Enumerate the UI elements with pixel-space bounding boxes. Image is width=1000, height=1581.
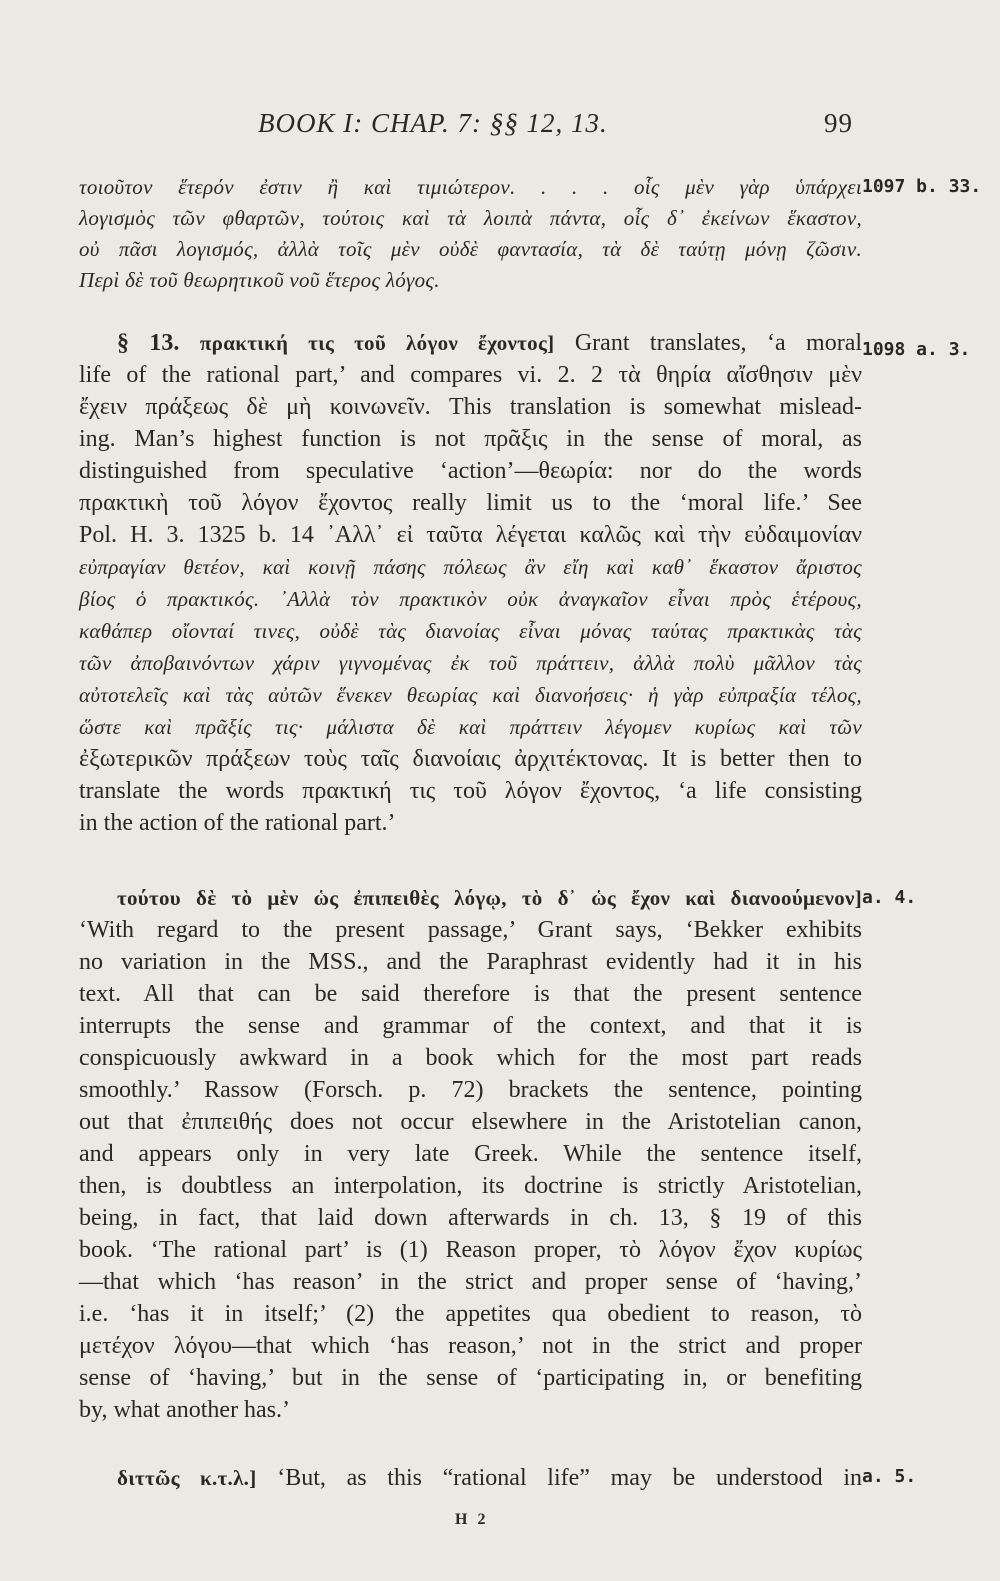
text-line: πρακτικὴ τοῦ λόγον ἔχοντος really limit us to the ‘moral life.’ See: [79, 490, 862, 516]
note-first-line: [79, 882, 862, 914]
text-line: sense of ‘having,’ but in the sense of ‘participating in, or benefiting: [79, 1365, 862, 1391]
text-line: —that which ‘has reason’ in the strict and proper sense of ‘having,’: [79, 1269, 862, 1295]
text-run: Grant translates, ‘a moral: [574, 330, 863, 356]
text-line: no variation in the MSS., and the Paraphrast evidently had it in his: [79, 949, 862, 975]
text-line: Περὶ δὲ τοῦ θεωρητικοῦ νοῦ ἕτερος λόγος.: [79, 268, 440, 292]
header-title: BOOK I: CHAP. 7: §§ 12, 13.: [258, 108, 608, 138]
text-line: οὐ πᾶσι λογισμός, ἀλλὰ τοῖς μὲν οὐδὲ φαντασία, τὰ δὲ ταύτῃ μόνῃ ζῶσιν.: [79, 237, 862, 261]
text-line: Pol. H. 3. 1325 b. 14 ᾿Αλλ᾽ εἰ ταῦτα λέγεται καλῶς καὶ τὴν εὐδαιμονίαν: [79, 522, 862, 548]
text-line: translate the words πρακτική τις τοῦ λόγον ἔχοντος, ‘a life consisting: [79, 778, 862, 804]
margin-reference: a. 4.: [862, 887, 917, 908]
margin-reference: 1097 b. 33.: [862, 176, 982, 197]
text-line: in the action of the rational part.’: [79, 810, 396, 836]
text-line: book. ‘The rational part’ is (1) Reason proper, τὸ λόγον ἔχον κυρίως: [79, 1237, 862, 1263]
text-run: ‘But, as this “rational life” may be understood in: [277, 1465, 863, 1491]
text-line: ἔχειν πράξεως δὲ μὴ κοινωνεῖν. This translation is somewhat mislead-: [79, 394, 862, 420]
section-13-note: [79, 327, 862, 839]
text-line: interrupts the sense and grammar of the context, and that it is: [79, 1013, 862, 1039]
page-number: 99: [824, 108, 853, 138]
running-header: [258, 108, 853, 139]
text-line: τῶν ἀποβαινόντων χάριν γιγνομένας ἐκ τοῦ πράττειν, ἀλλὰ πολὺ μᾶλλον τὰς: [79, 651, 862, 675]
text-line: λογισμὸς τῶν φθαρτῶν, τούτοις καὶ τὰ λοιπὰ πάντα, οἷς δ᾽ ἐκείνων ἕκαστον,: [79, 206, 862, 230]
text-line: conspicuously awkward in a book which for the most part reads: [79, 1045, 862, 1071]
text-line: ‘With regard to the present passage,’ Grant says, ‘Bekker exhibits: [79, 917, 862, 943]
text-line: distinguished from speculative ‘action’—θεωρία: nor do the words: [79, 458, 862, 484]
text-line: τοιοῦτον ἕτερόν ἐστιν ἢ καὶ τιμιώτερον. . . . οἷς μὲν γὰρ ὑπάρχει: [79, 175, 862, 199]
note-first-line: [79, 1462, 862, 1494]
dittos-note: [79, 1462, 862, 1494]
text-line: μετέχον λόγου—that which ‘has reason,’ not in the strict and proper: [79, 1333, 862, 1359]
lemma: διττῶς κ.τ.λ.]: [117, 1466, 257, 1490]
text-line: εὐπραγίαν θετέον, καὶ κοινῇ πάσης πόλεως ἂν εἴη καὶ καθ᾽ ἕκαστον ἄριστος: [79, 555, 862, 579]
text-line: text. All that can be said therefore is that the present sentence: [79, 981, 862, 1007]
text-line: καθάπερ οἴονταί τινες, οὐδὲ τὰς διανοίας εἶναι μόνας ταύτας πρακτικὰς τὰς: [79, 619, 862, 643]
lemma: πρακτική τις τοῦ λόγον ἔχοντος]: [199, 331, 555, 355]
interpolation-note: [79, 882, 862, 1426]
text-line: then, is doubtless an interpolation, its doctrine is strictly Aristotelian,: [79, 1173, 862, 1199]
text-line: out that ἐπιπειθής does not occur elsewhere in the Aristotelian canon,: [79, 1109, 862, 1135]
lemma: τούτου δὲ τὸ μὲν ὡς ἐπιπειθὲς λόγῳ, τὸ δ᾽ ὡς ἔχον καὶ διανοούμενον]: [117, 886, 862, 910]
text-line: ὥστε καὶ πρᾶξίς τις· μάλιστα δὲ καὶ πράττειν λέγομεν κυρίως καὶ τῶν: [79, 715, 862, 739]
text-line: and appears only in very late Greek. While the sentence itself,: [79, 1141, 862, 1167]
text-line: life of the rational part,’ and compares vi. 2. 2 τὰ θηρία αἴσθησιν μὲν: [79, 362, 862, 388]
text-line: αὐτοτελεῖς καὶ τὰς αὐτῶν ἕνεκεν θεωρίας καὶ διανοήσεις· ἡ γὰρ εὐπραξία τέλος,: [79, 683, 862, 707]
text-line: ing. Man’s highest function is not πρᾶξις in the sense of moral, as: [79, 426, 862, 452]
text-line: βίος ὁ πρακτικός. ᾿Αλλὰ τὸν πρακτικὸν οὐκ ἀναγκαῖον εἶναι πρὸς ἑτέρους,: [79, 587, 862, 611]
section-number: § 13.: [117, 330, 180, 356]
margin-reference: 1098 a. 3.: [862, 339, 971, 360]
text-line: by, what another has.’: [79, 1397, 291, 1423]
note-first-line: [79, 327, 862, 359]
text-line: i.e. ‘has it in itself;’ (2) the appetites qua obedient to reason, τὸ: [79, 1301, 862, 1327]
greek-quotation: [79, 172, 862, 296]
text-line: smoothly.’ Rassow (Forsch. p. 72) brackets the sentence, pointing: [79, 1077, 862, 1103]
signature-mark: H 2: [455, 1511, 489, 1528]
margin-reference: a. 5.: [862, 1466, 917, 1487]
text-line: being, in fact, that laid down afterwards in ch. 13, § 19 of this: [79, 1205, 862, 1231]
text-line: ἐξωτερικῶν πράξεων τοὺς ταῖς διανοίαις ἀρχιτέκτονας. It is better then to: [79, 746, 862, 772]
